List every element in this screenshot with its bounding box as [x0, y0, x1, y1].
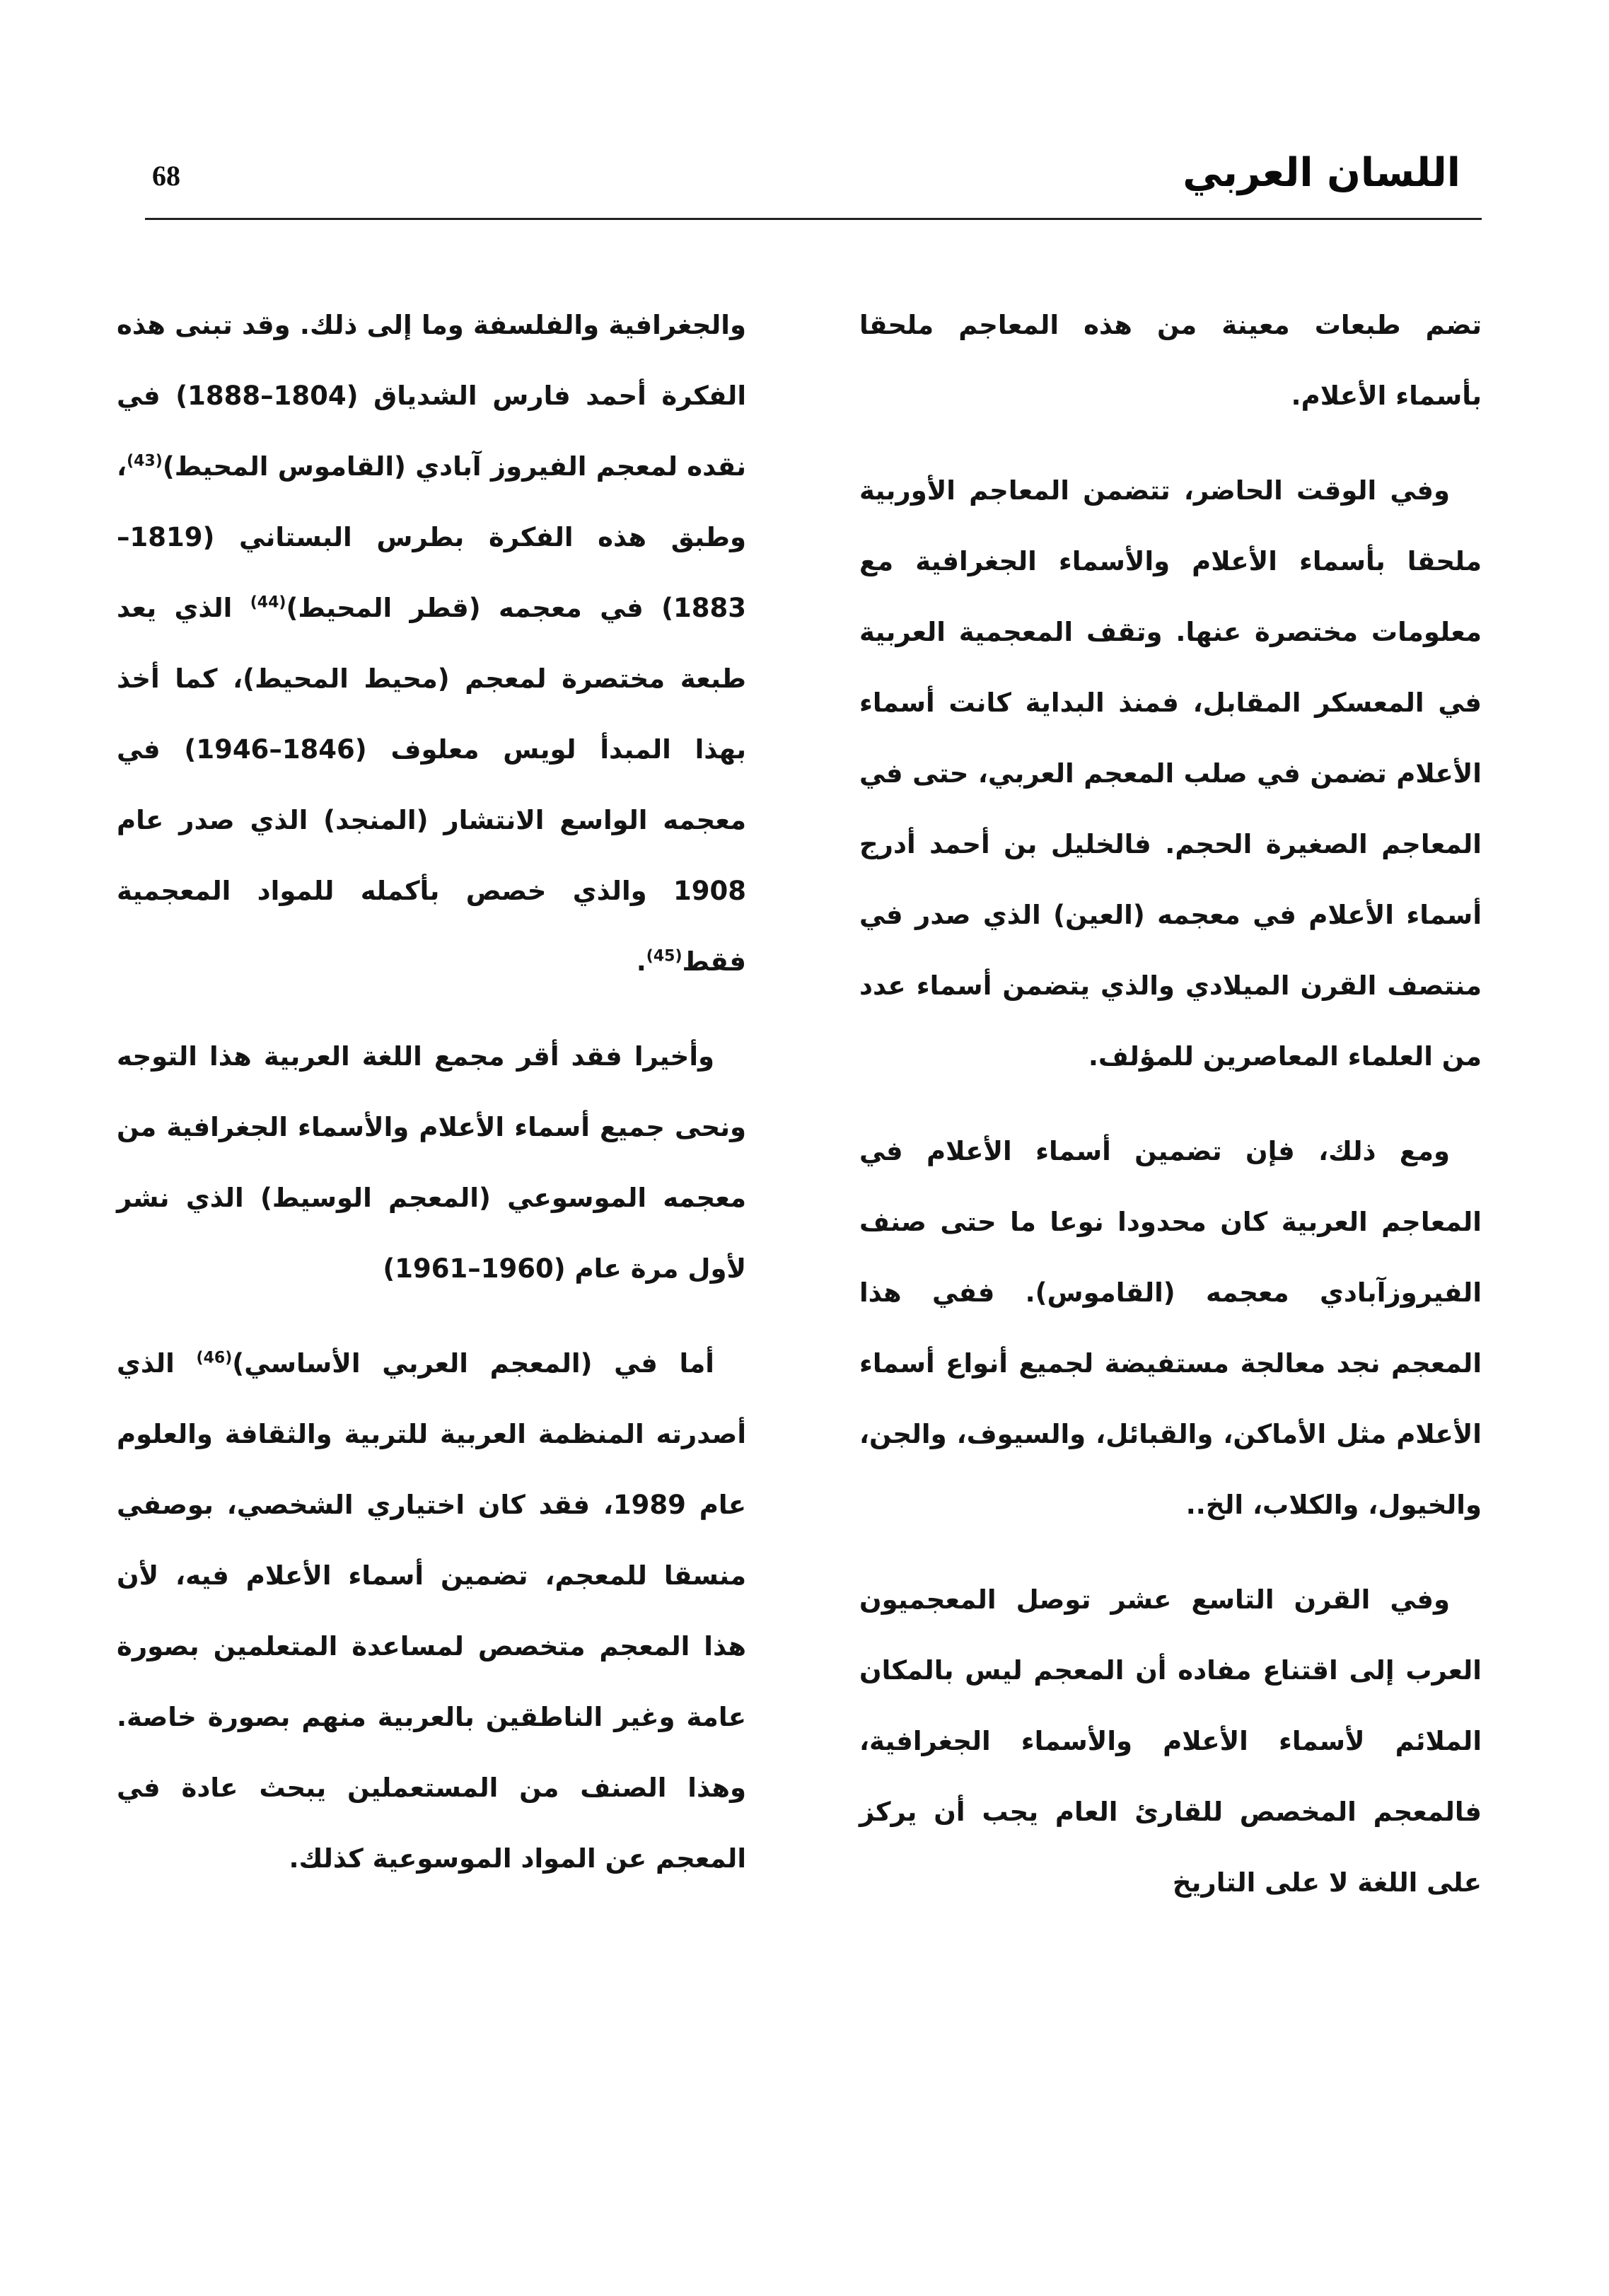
text-run: أما في (المعجم العربي الأساسي): [232, 1348, 714, 1379]
right-column: [859, 290, 1482, 1942]
paragraph: ومع ذلك، فإن تضمين أسماء الأعلام في المعاجم العربية كان محدودا نوعا ما حتى صنف الفيروزآبادي معجمه (القاموس). ففي هذا المعجم نجد معالجة مستفيضة لجميع أنواع أسماء الأعلام مثل الأماكن، والقبائل، والسيوف، والجن، والخيول، والكلاب، الخ..: [859, 1136, 1482, 1520]
paragraph: وفي القرن التاسع عشر توصل المعجميون العرب إلى اقتناع مفاده أن المعجم ليس بالمكان الملائم لأسماء الأعلام والأسماء الجغرافية، فالمعجم المخصص للقارئ العام يجب أن يركز على اللغة لا على التاريخ: [859, 1584, 1482, 1898]
text-run: الذي يعد طبعة مختصرة لمعجم (محيط المحيط)، كما أخذ بهذا المبدأ لويس معلوف (1846–1946) في معجمه الواسع الانتشار (المنجد) الذي صدر عام 1908 والذي خصص بأكمله للمواد المعجمية فقط: [117, 593, 746, 977]
paragraph: تضم طبعات معينة من هذه المعاجم ملحقا بأسماء الأعلام.: [859, 310, 1482, 411]
left-column: [117, 290, 746, 1918]
paragraph: [117, 1328, 746, 1894]
paragraph: وأخيرا فقد أقر مجمع اللغة العربية هذا التوجه ونحى جميع أسماء الأعلام والأسماء الجغرافية من معجمه الموسوعي (المعجم الوسيط) الذي نشر لأول مرة عام (1960–1961): [117, 1041, 746, 1284]
text-run: .: [636, 946, 646, 977]
header-rule: [145, 218, 1482, 220]
text-run: ، وطبق هذه الفكرة بطرس البستاني (1819–1883) في معجمه (قطر المحيط): [117, 451, 746, 623]
paragraph: [117, 290, 746, 997]
journal-logo: اللسان العربي: [1183, 150, 1460, 196]
footnote-ref: (46): [196, 1349, 233, 1367]
paragraph: وفي الوقت الحاضر، تتضمن المعاجم الأوربية ملحقا بأسماء الأعلام والأسماء الجغرافية مع معلومات مختصرة عنها. وتقف المعجمية العربية في المعسكر المقابل، فمنذ البداية كانت أسماء الأعلام تضمن في صلب المعجم العربي، حتى في المعاجم الصغيرة الحجم. فالخليل بن أحمد أدرج أسماء الأعلام في معجمه (العين) الذي صدر في منتصف القرن الميلادي والذي يتضمن أسماء عدد من العلماء المعاصرين للمؤلف.: [859, 475, 1482, 1072]
footnote-ref: (44): [250, 593, 286, 612]
text-run: الذي أصدرته المنظمة العربية للتربية والثقافة والعلوم عام 1989، فقد كان اختياري الشخصي، بوصفي منسقا للمعجم، تضمين أسماء الأعلام فيه، لأن هذا المعجم متخصص لمساعدة المتعلمين بصورة عامة وغير الناطقين بالعربية منهم بصورة خاصة. وهذا الصنف من المستعملين يبحث عادة في المعجم عن المواد الموسوعية كذلك.: [117, 1348, 747, 1874]
page-number: 68: [152, 160, 180, 192]
text-run: والجغرافية والفلسفة وما إلى ذلك. وقد تبنى هذه الفكرة أحمد فارس الشدياق (1804–1888) في نقده لمعجم الفيروز آبادي (القاموس المحيط): [117, 310, 746, 482]
footnote-ref: (43): [127, 452, 163, 470]
footnote-ref: (45): [646, 947, 682, 966]
